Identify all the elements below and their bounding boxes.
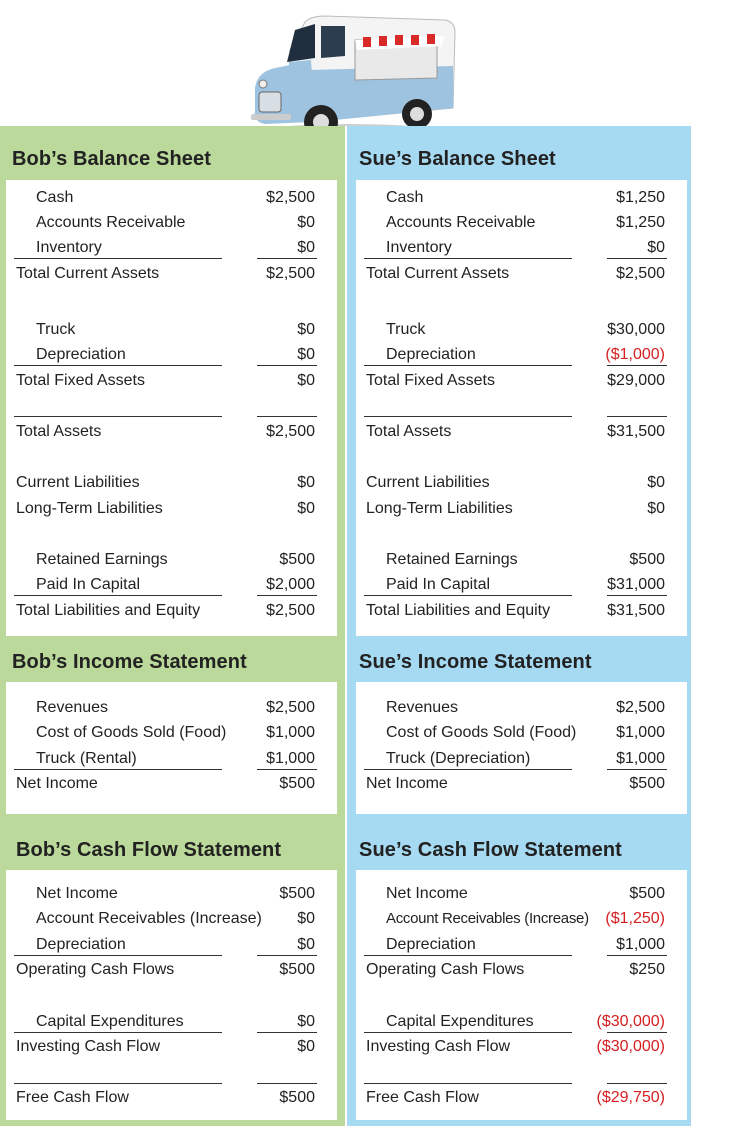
bob-tle-row [6, 599, 337, 623]
row-label: Cash [36, 189, 74, 206]
bob-balance-panel [6, 180, 337, 636]
row-label: Truck [386, 321, 426, 338]
sue-pic-row [356, 573, 687, 597]
row-label: Account Receivables (Increase) [386, 910, 589, 927]
row-value: ($30,000) [596, 1013, 665, 1030]
sue-ta-row [356, 420, 687, 444]
row-label: Cost of Goods Sold (Food) [36, 724, 227, 741]
row-value: $0 [297, 239, 315, 256]
row-value: ($1,250) [605, 910, 665, 927]
bob-cf-icf-row [6, 1035, 337, 1059]
row-value: $31,000 [607, 576, 665, 593]
row-label: Revenues [36, 699, 109, 716]
bob-cf-ar-row [6, 907, 337, 931]
sue-column [345, 126, 691, 1126]
row-label: Depreciation [386, 936, 476, 953]
sue-ar-row [356, 211, 687, 235]
bob-truck-rental-row [6, 747, 337, 771]
row-label: Total Fixed Assets [366, 372, 495, 389]
row-value: $0 [297, 214, 315, 231]
sue-cl-row [356, 471, 687, 495]
bob-balance-title: Bob’s Balance Sheet [12, 148, 211, 170]
row-label: Retained Earnings [36, 551, 168, 568]
row-value: $2,500 [266, 699, 315, 716]
sue-balance-title: Sue’s Balance Sheet [359, 148, 556, 170]
sue-cf-icf-row [356, 1035, 687, 1059]
sue-cash-row [356, 186, 687, 210]
bob-column [0, 126, 345, 1126]
bob-truck-row [6, 318, 337, 342]
row-value: $0 [297, 500, 315, 517]
row-value: $2,500 [266, 265, 315, 282]
row-value: $1,000 [616, 724, 665, 741]
sue-cf-ar-row [356, 907, 687, 931]
row-value: $0 [297, 1013, 315, 1030]
row-label: Paid In Capital [36, 576, 141, 593]
row-label: Total Current Assets [366, 265, 510, 282]
bob-cf-ocf-row [6, 958, 337, 982]
sue-depreciation-row [356, 343, 687, 367]
sue-cash-panel [356, 870, 687, 1120]
row-label: Net Income [366, 775, 448, 792]
row-label: Account Receivables (Increase) [36, 910, 262, 927]
row-value: $0 [647, 474, 665, 491]
row-value: $2,500 [266, 423, 315, 440]
row-label: Depreciation [36, 936, 126, 953]
row-label: Net Income [386, 885, 468, 902]
row-value: $0 [647, 500, 665, 517]
row-label: Total Liabilities and Equity [366, 602, 551, 619]
row-value: $1,000 [266, 724, 315, 741]
bob-tfa-row [6, 369, 337, 393]
sue-truck-depreciation-row [356, 747, 687, 771]
bob-cf-spacer-line [6, 1061, 337, 1085]
sue-spacer-line [356, 394, 687, 418]
row-label: Cash [386, 189, 424, 206]
row-label: Investing Cash Flow [366, 1038, 511, 1055]
row-value: $31,500 [607, 602, 665, 619]
bob-cl-row [6, 471, 337, 495]
bob-cash-row [6, 186, 337, 210]
row-label: Current Liabilities [366, 474, 490, 491]
bob-cash-title: Bob’s Cash Flow Statement [16, 839, 282, 861]
row-value: $0 [647, 239, 665, 256]
row-label: Operating Cash Flows [16, 961, 175, 978]
row-label: Net Income [36, 885, 118, 902]
row-value: $500 [279, 551, 315, 568]
bob-pic-row [6, 573, 337, 597]
row-value: $31,500 [607, 423, 665, 440]
row-value: $500 [279, 775, 315, 792]
sue-cf-dep-row [356, 933, 687, 957]
row-value: $500 [279, 961, 315, 978]
row-label: Accounts Receivable [36, 214, 186, 231]
row-value: $2,500 [266, 602, 315, 619]
row-label: Total Current Assets [16, 265, 160, 282]
row-value: $30,000 [607, 321, 665, 338]
row-value: $2,500 [616, 265, 665, 282]
row-label: Truck [36, 321, 76, 338]
row-label: Truck (Depreciation) [386, 750, 531, 767]
row-label: Truck (Rental) [36, 750, 137, 767]
row-value: ($1,000) [605, 346, 665, 363]
bob-cf-capex-row [6, 1010, 337, 1034]
row-label: Long-Term Liabilities [16, 500, 163, 517]
bob-spacer-line [6, 394, 337, 418]
bob-revenues-row [6, 696, 337, 720]
sue-revenues-row [356, 696, 687, 720]
bob-cf-fcf-row [6, 1086, 337, 1110]
sue-cogs-row [356, 721, 687, 745]
sue-ltl-row [356, 497, 687, 521]
sue-net-income-row [356, 772, 687, 796]
sue-tle-row [356, 599, 687, 623]
sue-cf-spacer-line [356, 1061, 687, 1085]
row-label: Long-Term Liabilities [366, 500, 513, 517]
row-value: $2,500 [266, 189, 315, 206]
row-value: $500 [279, 885, 315, 902]
row-value: $1,000 [266, 750, 315, 767]
sue-cf-fcf-row [356, 1086, 687, 1110]
row-label: Cost of Goods Sold (Food) [386, 724, 577, 741]
row-value: $0 [297, 321, 315, 338]
row-value: $0 [297, 346, 315, 363]
bob-depreciation-row [6, 343, 337, 367]
sue-cf-ni-row [356, 882, 687, 906]
row-label: Net Income [16, 775, 98, 792]
row-label: Current Liabilities [16, 474, 140, 491]
sue-inventory-row [356, 236, 687, 260]
bob-cogs-row [6, 721, 337, 745]
row-value: $0 [297, 936, 315, 953]
row-value: $0 [297, 372, 315, 389]
bob-ar-row [6, 211, 337, 235]
bob-ta-row [6, 420, 337, 444]
bob-tca-row [6, 262, 337, 286]
sue-tca-row [356, 262, 687, 286]
row-value: $1,000 [616, 936, 665, 953]
row-label: Accounts Receivable [386, 214, 536, 231]
row-label: Total Fixed Assets [16, 372, 145, 389]
sue-cf-ocf-row [356, 958, 687, 982]
row-label: Operating Cash Flows [366, 961, 525, 978]
sue-income-panel [356, 682, 687, 814]
row-label: Capital Expenditures [386, 1013, 534, 1030]
row-value: $500 [279, 1089, 315, 1106]
row-value: ($30,000) [596, 1038, 665, 1055]
bob-income-panel [6, 682, 337, 814]
row-label: Depreciation [36, 346, 126, 363]
sue-tfa-row [356, 369, 687, 393]
row-label: Depreciation [386, 346, 476, 363]
bob-net-income-row [6, 772, 337, 796]
row-label: Total Liabilities and Equity [16, 602, 201, 619]
row-value: $500 [629, 885, 665, 902]
row-value: $500 [629, 775, 665, 792]
bob-ltl-row [6, 497, 337, 521]
sue-truck-row [356, 318, 687, 342]
sue-re-row [356, 548, 687, 572]
row-label: Paid In Capital [386, 576, 491, 593]
bob-cf-dep-row [6, 933, 337, 957]
bob-re-row [6, 548, 337, 572]
row-label: Retained Earnings [386, 551, 518, 568]
row-value: $2,500 [616, 699, 665, 716]
bob-income-title: Bob’s Income Statement [12, 651, 247, 673]
row-value: $250 [629, 961, 665, 978]
row-value: $1,250 [616, 214, 665, 231]
sue-income-title: Sue’s Income Statement [359, 651, 592, 673]
sue-cf-capex-row [356, 1010, 687, 1034]
row-label: Investing Cash Flow [16, 1038, 161, 1055]
row-value: $1,250 [616, 189, 665, 206]
row-label: Free Cash Flow [16, 1089, 129, 1106]
bob-inventory-row [6, 236, 337, 260]
row-label: Inventory [386, 239, 452, 256]
row-value: $0 [297, 1038, 315, 1055]
row-value: $1,000 [616, 750, 665, 767]
row-label: Free Cash Flow [366, 1089, 479, 1106]
sue-cash-title: Sue’s Cash Flow Statement [359, 839, 622, 861]
row-value: $0 [297, 910, 315, 927]
row-label: Capital Expenditures [36, 1013, 184, 1030]
row-value: $29,000 [607, 372, 665, 389]
row-value: ($29,750) [596, 1089, 665, 1106]
row-label: Revenues [386, 699, 459, 716]
bob-cf-ni-row [6, 882, 337, 906]
row-value: $0 [297, 474, 315, 491]
row-label: Total Assets [16, 423, 102, 440]
sue-balance-panel [356, 180, 687, 636]
row-value: $500 [629, 551, 665, 568]
bob-cash-panel [6, 870, 337, 1120]
row-value: $2,000 [266, 576, 315, 593]
row-label: Total Assets [366, 423, 452, 440]
row-label: Inventory [36, 239, 102, 256]
